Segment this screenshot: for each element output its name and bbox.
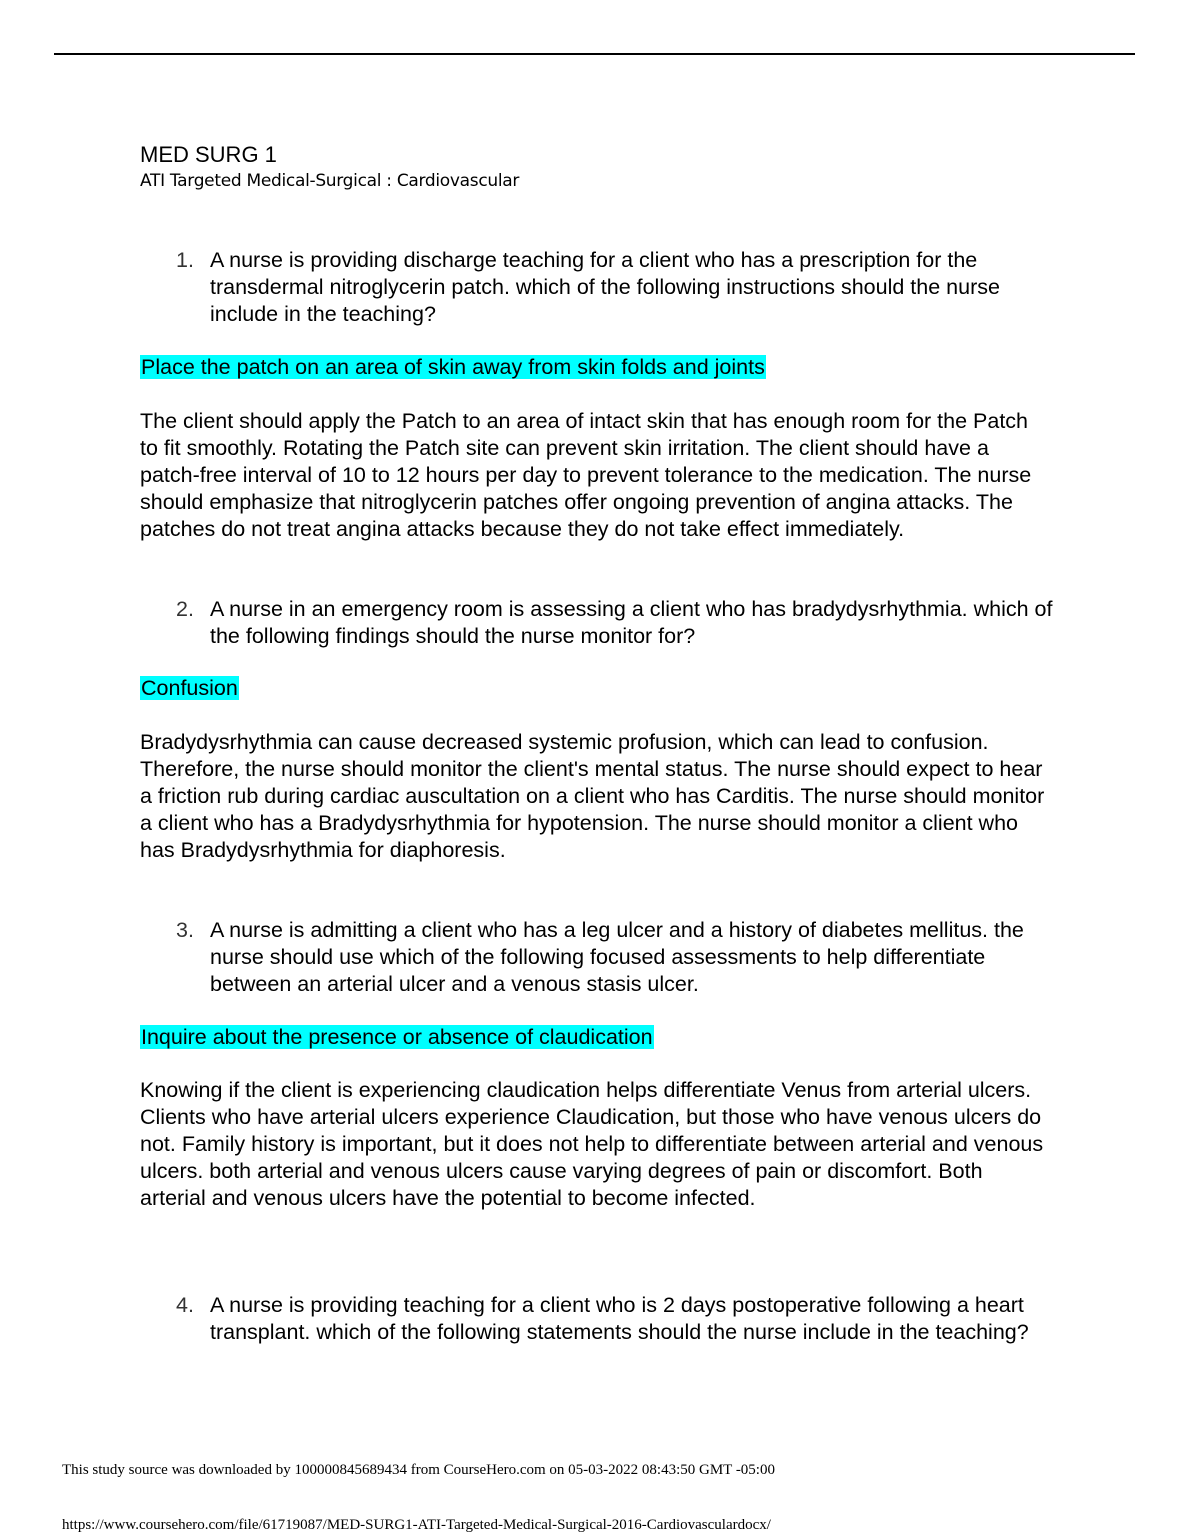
highlighted-answer: Inquire about the presence or absence of claudication [141, 1025, 653, 1049]
question-1 [176, 247, 1056, 328]
rationale-3: Knowing if the client is experiencing claudication helps differentiate Venus from arterial ulcers. Clients who have arterial ulcers experience Claudication, but those who have venous ulcers do not. Family history is important, but it does not help to differentiate between arterial and venous ulcers. both arterial and venous ulcers cause varying degrees of pain or discomfort. Both arterial and venous ulcers have the potential to become infected. [140, 1078, 1044, 1210]
question-4 [176, 1292, 1056, 1346]
answer-2 [140, 675, 239, 702]
highlighted-answer: Confusion [141, 676, 238, 700]
highlighted-answer: Place the patch on an area of skin away from skin folds and joints [141, 355, 765, 379]
question-text: A nurse is admitting a client who has a leg ulcer and a history of diabetes mellitus. the nurse should use which of the following focused assessments to help differentiate between an arterial ulcer and a venous stasis ulcer. [210, 918, 1024, 996]
rationale-1: The client should apply the Patch to an area of intact skin that has enough room for the Patch to fit smoothly. Rotating the Patch site can prevent skin irritation. The client should have a patch-free interval of 10 to 12 hours per day to prevent tolerance to the medication. The nurse should emphasize that nitroglycerin patches offer ongoing prevention of angina attacks. The patches do not treat angina attacks because they do not take effect immediately. [140, 409, 1032, 541]
question-text: A nurse is providing teaching for a client who is 2 days postoperative following a heart transplant. which of the following statements should the nurse include in the teaching? [210, 1293, 1029, 1344]
download-notice: This study source was downloaded by 100000845689434 from CourseHero.com on 05-03-2022 08:43:50 GMT -05:00 [62, 1462, 775, 1478]
question-number: 4. [176, 1293, 194, 1317]
source-url: https://www.coursehero.com/file/61719087/MED-SURG1-ATI-Targeted-Medical-Surgical-2016-Cardiovasculardocx/ [62, 1517, 771, 1533]
document-subtitle: ATI Targeted Medical-Surgical : Cardiovascular [140, 171, 520, 191]
question-text: A nurse in an emergency room is assessing a client who has bradydysrhythmia. which of the following findings should the nurse monitor for? [210, 597, 1053, 648]
question-number: 3. [176, 918, 194, 942]
question-number: 2. [176, 597, 194, 621]
question-text: A nurse is providing discharge teaching for a client who has a prescription for the transdermal nitroglycerin patch. which of the following instructions should the nurse include in the teaching? [210, 248, 1000, 326]
question-number: 1. [176, 248, 194, 272]
document-title: MED SURG 1 [140, 142, 277, 167]
question-2 [176, 596, 1056, 650]
top-divider [54, 53, 1135, 55]
answer-3 [140, 1024, 654, 1051]
question-3 [176, 917, 1056, 998]
answer-1 [140, 354, 766, 381]
rationale-2: Bradydysrhythmia can cause decreased systemic profusion, which can lead to confusion. Therefore, the nurse should monitor the client's mental status. The nurse should expect to hear a friction rub during cardiac auscultation on a client who has Carditis. The nurse should monitor a client who has a Bradydysrhythmia for hypotension. The nurse should monitor a client who has Bradydysrhythmia for diaphoresis. [140, 730, 1045, 862]
